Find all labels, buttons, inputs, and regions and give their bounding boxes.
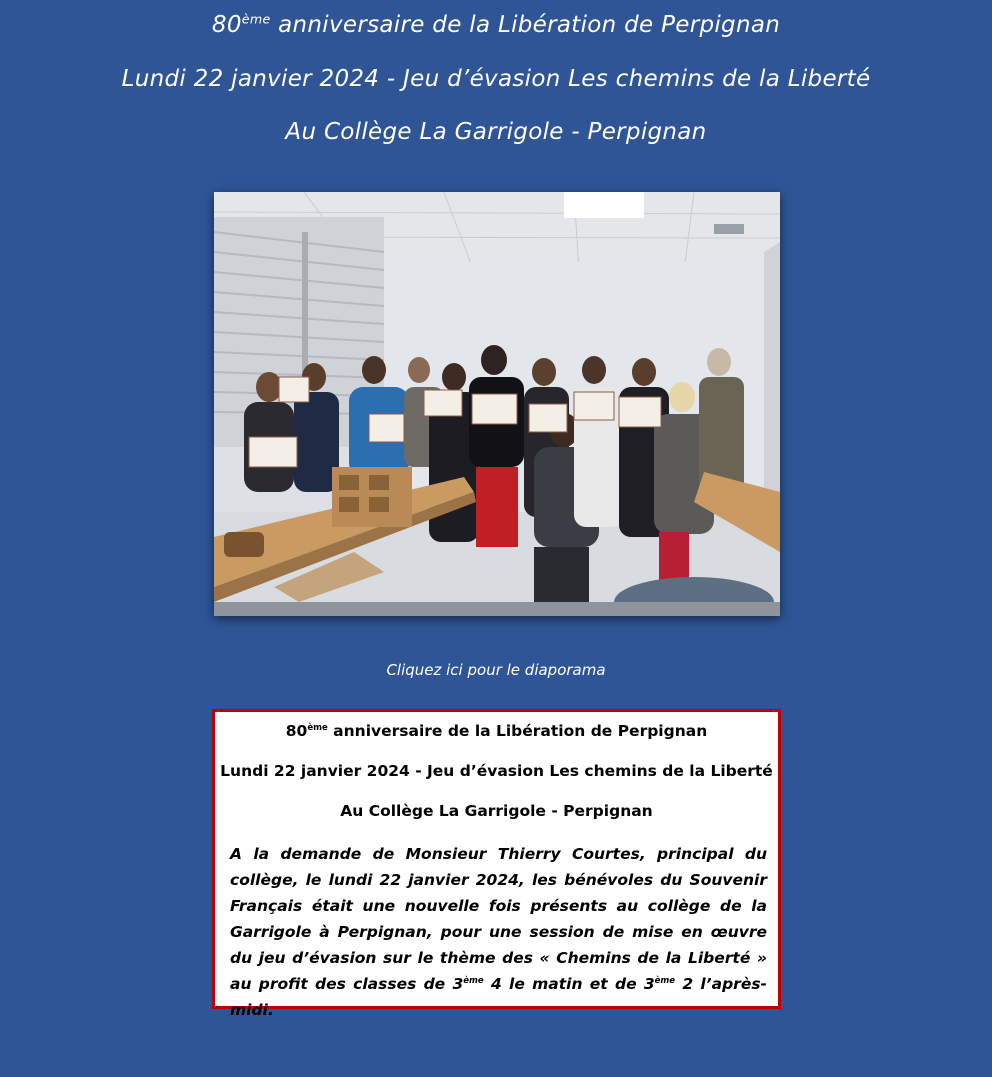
- box-title-line-3: Au Collège La Garrigole - Perpignan: [340, 802, 653, 820]
- box-title-line-2: Lundi 22 janvier 2024 - Jeu d’évasion Les chemins de la Liberté: [220, 762, 773, 780]
- page-title-line-2: Lundi 22 janvier 2024 - Jeu d’évasion Les chemins de la Liberté: [121, 66, 871, 92]
- article-body: A la demande de Monsieur Thierry Courtes, principal du collège, le lundi 22 janvier 2024, les bénévoles du Souvenir Français était une nouvelle fois présents au collège de la Garrigole à Perpignan, pour une session de mise en œuvre du jeu d’évasion sur le thème des « Chemins de la Liberté » au profit des classes de 3ème 4 le matin et de 3ème 2 l’après-midi.: [230, 845, 767, 1019]
- article-box: [212, 709, 781, 1019]
- group-photo[interactable]: [214, 192, 780, 616]
- box-title-line-1: 80ème anniversaire de la Libération de Perpignan: [285, 722, 708, 740]
- page-title-line-1: 80ème anniversaire de la Libération de Perpignan: [211, 11, 781, 38]
- page-title-line-3: Au Collège La Garrigole - Perpignan: [285, 119, 707, 145]
- slideshow-link[interactable]: Cliquez ici pour le diaporama: [386, 661, 606, 679]
